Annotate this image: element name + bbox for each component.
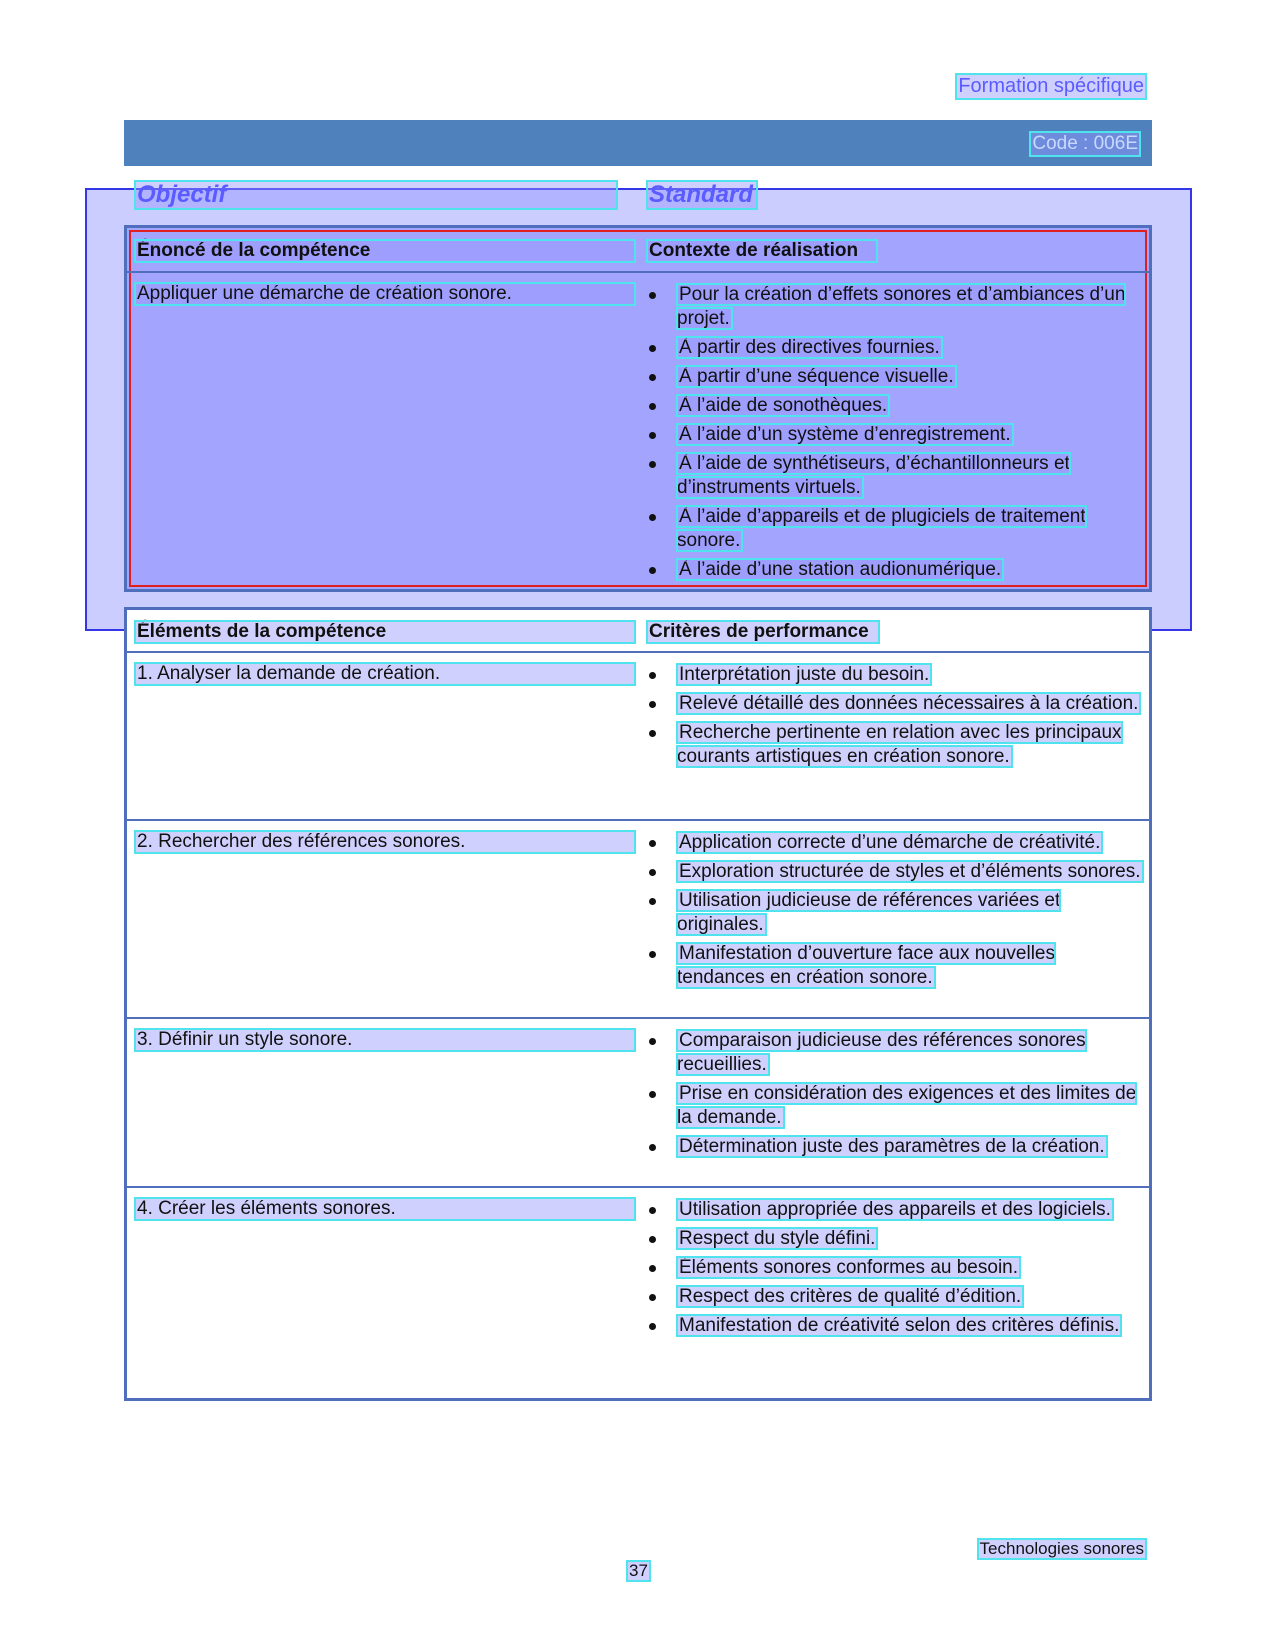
list-item: Comparaison judicieuse des références sonores recueillies. bbox=[647, 1029, 1147, 1077]
table-row bbox=[127, 1019, 1149, 1188]
criteres-header: Critères de performance bbox=[647, 621, 879, 643]
list-item: À partir des directives fournies. bbox=[647, 336, 1147, 360]
list-item: À l’aide d’un système d’enregistrement. bbox=[647, 423, 1147, 447]
list-item: Prise en considération des exigences et des limites de la demande. bbox=[647, 1082, 1147, 1130]
list-item: Respect du style défini. bbox=[647, 1227, 1147, 1251]
code-header-bar bbox=[124, 120, 1152, 166]
table-row bbox=[127, 653, 1149, 821]
contexte-header: Contexte de réalisation bbox=[647, 240, 877, 262]
list-item: Détermination juste des paramètres de la création. bbox=[647, 1135, 1147, 1159]
standard-label: Standard bbox=[647, 181, 757, 209]
table-row bbox=[127, 1188, 1149, 1398]
enonce-text: Appliquer une démarche de création sonore. bbox=[135, 283, 635, 305]
list-item: Manifestation de créativité selon des critères définis. bbox=[647, 1314, 1147, 1338]
list-item: Utilisation appropriée des appareils et des logiciels. bbox=[647, 1198, 1147, 1222]
list-item: À partir d’une séquence visuelle. bbox=[647, 365, 1147, 389]
competence-code: Code : 006E bbox=[1032, 133, 1138, 154]
list-item: Utilisation judicieuse de références variées et originales. bbox=[647, 889, 1147, 937]
page-number: 37 bbox=[629, 1561, 648, 1580]
competence-header-row bbox=[127, 228, 1149, 273]
list-item: À l’aide de synthétiseurs, d’échantillonneurs et d’instruments virtuels. bbox=[647, 452, 1147, 500]
competence-body-row bbox=[127, 273, 1149, 589]
list-item: Éléments sonores conformes au besoin. bbox=[647, 1256, 1147, 1280]
list-item: Exploration structurée de styles et d’éléments sonores. bbox=[647, 860, 1147, 884]
program-name: Technologies sonores bbox=[979, 1539, 1144, 1558]
criteres-list bbox=[647, 831, 1147, 995]
list-item: Respect des critères de qualité d’édition. bbox=[647, 1285, 1147, 1309]
element-text: 4. Créer les éléments sonores. bbox=[135, 1198, 635, 1220]
objectif-label: Objectif bbox=[135, 181, 617, 209]
criteres-list bbox=[647, 1198, 1147, 1343]
performance-table bbox=[124, 607, 1152, 1401]
list-item: Interprétation juste du besoin. bbox=[647, 663, 1147, 687]
list-item: Pour la création d’effets sonores et d’ambiances d’un projet. bbox=[647, 283, 1147, 331]
element-text: 3. Définir un style sonore. bbox=[135, 1029, 635, 1051]
list-item: Manifestation d’ouverture face aux nouvelles tendances en création sonore. bbox=[647, 942, 1147, 990]
formation-label: Formation spécifique bbox=[958, 75, 1144, 97]
list-item: À l’aide d’appareils et de plugiciels de traitement sonore. bbox=[647, 505, 1147, 553]
performance-header-row bbox=[127, 610, 1149, 653]
list-item: Recherche pertinente en relation avec les principaux courants artistiques en création sonore. bbox=[647, 721, 1147, 769]
list-item: Application correcte d’une démarche de créativité. bbox=[647, 831, 1147, 855]
table-row bbox=[127, 821, 1149, 1019]
contexte-list bbox=[647, 283, 1147, 587]
list-item: À l’aide de sonothèques. bbox=[647, 394, 1147, 418]
element-text: 2. Rechercher des références sonores. bbox=[135, 831, 635, 853]
criteres-list bbox=[647, 1029, 1147, 1164]
enonce-header: Énoncé de la compétence bbox=[135, 240, 635, 262]
list-item: À l’aide d’une station audionumérique. bbox=[647, 558, 1147, 582]
objectif-standard-row bbox=[135, 181, 1135, 209]
element-text: 1. Analyser la demande de création. bbox=[135, 663, 635, 685]
competence-table bbox=[124, 225, 1152, 592]
list-item: Relevé détaillé des données nécessaires à la création. bbox=[647, 692, 1147, 716]
elements-header: Éléments de la compétence bbox=[135, 621, 635, 643]
criteres-list bbox=[647, 663, 1147, 774]
